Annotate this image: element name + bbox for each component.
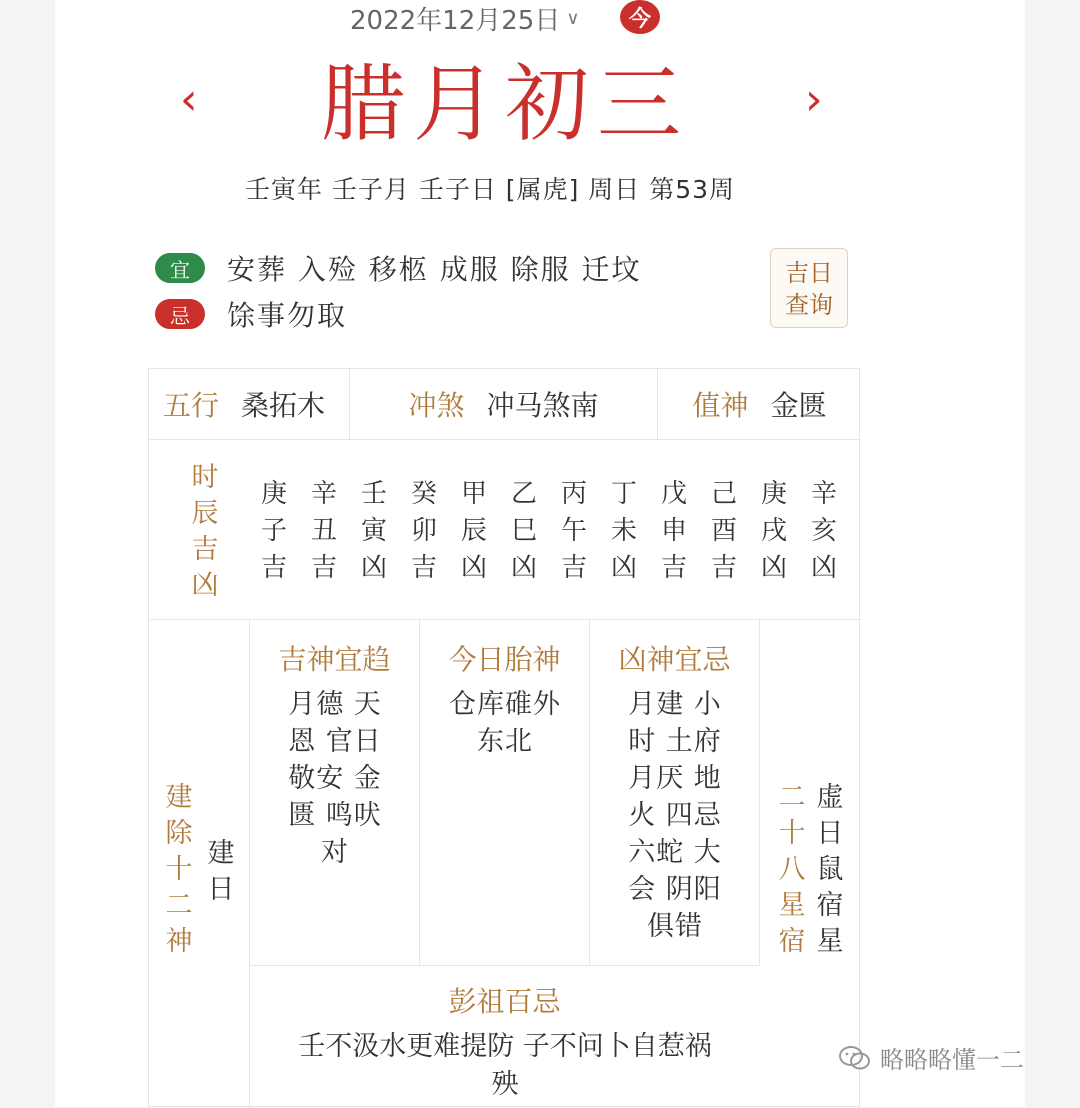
shichen-char: 己 (710, 479, 737, 509)
lunar-date-title: 腊月初三 (320, 55, 689, 153)
shichen-luck: 吉 (260, 553, 287, 583)
zhishen-label: 值神 (692, 389, 749, 422)
shichen-label-char: 吉 (191, 534, 219, 565)
shichen-luck: 吉 (660, 553, 687, 583)
shichen-row (149, 439, 861, 619)
shichen-label-char: 凶 (191, 570, 219, 601)
shichen-column (299, 476, 349, 587)
shichen-char: 巳 (510, 516, 537, 546)
jishen-line: 敬安 金 (288, 763, 382, 794)
taishen-line: 仓库碓外 (449, 689, 561, 720)
shichen-char: 庚 (260, 479, 287, 509)
shichen-column (599, 476, 649, 587)
jianchu-label-char: 二 (165, 890, 193, 921)
jianchu-value-char: 建 (207, 838, 235, 869)
taishen-body (442, 686, 568, 760)
jishen-title: 吉神宜趋 (278, 643, 391, 676)
chongsha-cell (349, 369, 657, 439)
wechat-icon (838, 1045, 872, 1071)
shichen-char: 亥 (810, 516, 837, 546)
shichen-column (499, 476, 549, 587)
jianchu-value-char: 日 (207, 874, 235, 905)
shichen-luck: 吉 (410, 553, 437, 583)
chevron-right-icon[interactable]: › (805, 74, 823, 125)
yi-items: 安葬 入殓 移柩 成服 除服 迁坟 (227, 253, 642, 286)
shichen-char: 壬 (360, 479, 387, 509)
jianchu-label-char: 建 (165, 782, 193, 813)
shichen-column (699, 476, 749, 587)
shichen-luck: 吉 (310, 553, 337, 583)
shichen-label-char: 辰 (191, 498, 219, 529)
jishen-body (272, 686, 398, 871)
jishen-line: 月德 天 (288, 689, 382, 720)
shichen-char: 癸 (410, 479, 437, 509)
shichen-char: 戌 (760, 516, 787, 546)
shichen-char: 乙 (510, 479, 537, 509)
xiongshen-line: 会 阴阳 (628, 874, 722, 905)
shichen-char: 丙 (560, 479, 587, 509)
shichen-char: 未 (610, 516, 637, 546)
almanac-table (148, 368, 860, 1107)
pengzu-title: 彭祖百忌 (448, 985, 561, 1018)
yi-badge: 宜 (155, 253, 205, 283)
shichen-luck: 凶 (360, 553, 387, 583)
chevron-down-icon: ∨ (566, 7, 580, 29)
shichen-luck: 吉 (560, 553, 587, 583)
taishen-line: 东北 (477, 726, 533, 757)
shichen-columns (249, 476, 849, 587)
shichen-column (399, 476, 449, 587)
shichen-column (799, 476, 849, 587)
xingxiu-value-char: 宿 (816, 890, 844, 921)
chongsha-value: 冲马煞南 (486, 389, 599, 422)
xiongshen-cell (589, 619, 759, 965)
shichen-luck: 凶 (760, 553, 787, 583)
zhishen-value: 金匮 (770, 389, 827, 422)
xiongshen-line: 时 土府 (628, 726, 722, 757)
shichen-char: 辰 (460, 516, 487, 546)
ganzhi-line: 壬寅年 壬子月 壬子日 [属虎] 周日 第53周 (244, 175, 736, 204)
shichen-char: 辛 (310, 479, 337, 509)
shichen-column (749, 476, 799, 587)
jishen-line: 对 (321, 837, 349, 868)
jianchu-value (203, 836, 239, 908)
xingxiu-cell (759, 619, 861, 965)
shichen-label (187, 460, 223, 604)
xingxiu-value-char: 日 (816, 818, 844, 849)
shichen-char: 午 (560, 516, 587, 546)
pengzu-line: 殃 (491, 1069, 519, 1100)
xingxiu-label-char: 星 (778, 890, 806, 921)
shichen-char: 丑 (310, 516, 337, 546)
shichen-char: 丁 (610, 479, 637, 509)
shichen-char: 辛 (810, 479, 837, 509)
today-button[interactable]: 今 (620, 0, 660, 34)
xiongshen-line: 月厌 地 (628, 763, 722, 794)
shichen-luck: 凶 (510, 553, 537, 583)
ji-badge: 忌 (155, 299, 205, 329)
jishen-line: 恩 官日 (288, 726, 382, 757)
shichen-char: 卯 (410, 516, 437, 546)
wuxing-cell (149, 369, 349, 439)
shichen-label-char: 时 (191, 462, 219, 493)
xiongshen-line: 俱错 (647, 911, 703, 942)
shichen-column (349, 476, 399, 587)
ji-row (155, 294, 347, 334)
xingxiu-value (812, 780, 848, 960)
chongsha-label: 冲煞 (408, 389, 465, 422)
date-text: 2022年12月25日 (350, 5, 561, 36)
shichen-luck: 凶 (810, 553, 837, 583)
jianchu-label-char: 神 (165, 926, 193, 957)
jiri-button-line2: 查询 (785, 291, 833, 319)
wuxing-label: 五行 (163, 389, 220, 422)
xingxiu-label-char: 宿 (778, 926, 806, 957)
xiongshen-title: 凶神宜忌 (618, 643, 731, 676)
xingxiu-value-char: 星 (816, 926, 844, 957)
xingxiu-label-char: 二 (778, 782, 806, 813)
shichen-column (649, 476, 699, 587)
xingxiu-label-char: 八 (778, 854, 806, 885)
xiongshen-line: 月建 小 (628, 689, 722, 720)
taishen-title: 今日胎神 (448, 643, 561, 676)
shichen-char: 戊 (660, 479, 687, 509)
shichen-luck: 凶 (460, 553, 487, 583)
zhishen-cell (657, 369, 861, 439)
xingxiu-value-char: 虚 (816, 782, 844, 813)
jiri-query-button[interactable] (770, 248, 848, 328)
date-picker[interactable] (350, 0, 580, 36)
jianchu-label-char: 除 (165, 818, 193, 849)
watermark (838, 1040, 1024, 1075)
shichen-column (249, 476, 299, 587)
xingxiu-label (774, 780, 810, 960)
wuxing-value: 桑拓木 (241, 389, 326, 422)
xiongshen-line: 六蛇 大 (628, 837, 722, 868)
shichen-luck: 凶 (610, 553, 637, 583)
jianchu-cell (149, 619, 249, 965)
pengzu-text (264, 1028, 746, 1104)
jishen-cell (249, 619, 419, 965)
shichen-char: 申 (660, 516, 687, 546)
shichen-char: 酉 (710, 516, 737, 546)
shichen-luck: 吉 (710, 553, 737, 583)
watermark-text: 略略略懂一二 (880, 1046, 1024, 1074)
pengzu-cell (249, 965, 759, 1108)
shichen-column (549, 476, 599, 587)
jishen-line: 匮 鸣吠 (288, 800, 382, 831)
xiongshen-line: 火 四忌 (628, 800, 722, 831)
xingxiu-label-char: 十 (778, 818, 806, 849)
ji-items: 馀事勿取 (227, 299, 348, 332)
chevron-left-icon[interactable]: ‹ (180, 74, 198, 125)
shichen-char: 子 (260, 516, 287, 546)
jiri-button-line1: 吉日 (785, 259, 833, 287)
shichen-char: 寅 (360, 516, 387, 546)
pengzu-line: 壬不汲水更难提防 子不问卜自惹祸 (298, 1031, 712, 1062)
taishen-cell (419, 619, 589, 965)
shichen-char: 甲 (460, 479, 487, 509)
jianchu-label-char: 十 (165, 854, 193, 885)
shichen-char: 庚 (760, 479, 787, 509)
xingxiu-value-char: 鼠 (816, 854, 844, 885)
jianchu-label (161, 780, 197, 960)
shichen-column (449, 476, 499, 587)
yi-row (155, 248, 642, 288)
xiongshen-body (612, 686, 738, 945)
